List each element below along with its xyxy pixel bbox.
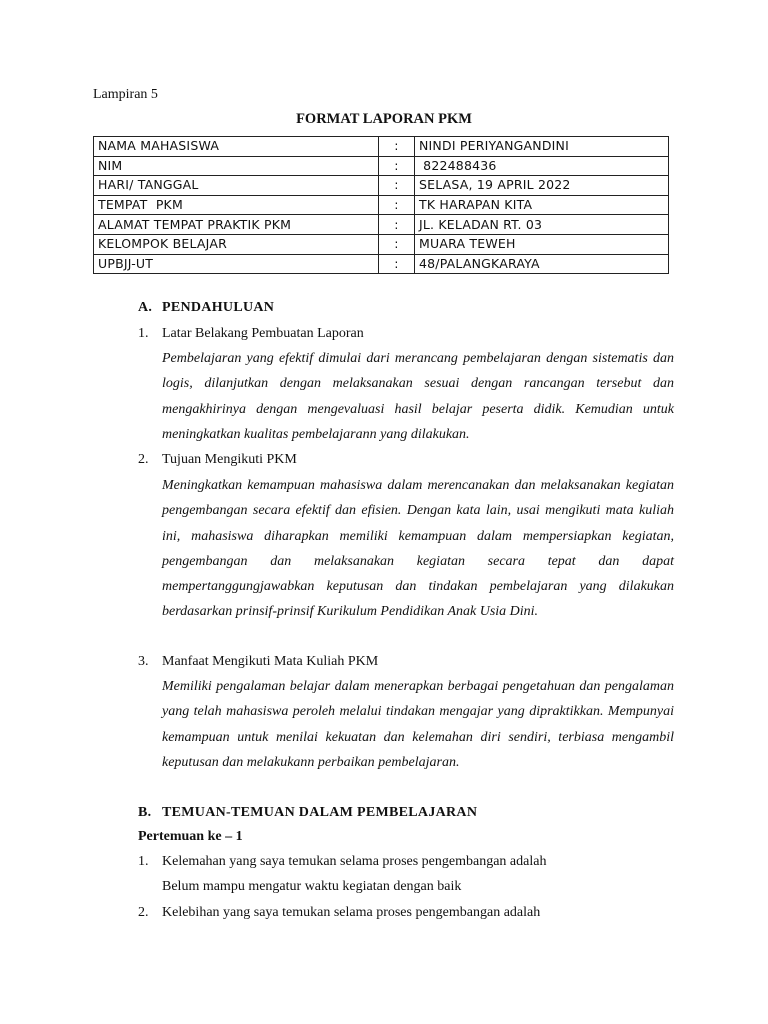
row-value: TK HARAPAN KITA — [415, 195, 669, 215]
subsection-body: Memiliki pengalaman belajar dalam menerapkan berbagai pengetahuan dan pengalaman yang telah mahasiswa peroleh melalui tindakan mengajar yang dipraktikkan. Mempunyai kemampuan untuk menilai kekuatan dan kelemahan diri sendiri, terbiasa mengambil keputusan dan melakukann perbaikan pembelajaran. — [162, 679, 674, 770]
section-b-title: TEMUAN-TEMUAN DALAM PEMBELAJARAN — [162, 805, 478, 820]
row-label: NAMA MAHASISWA — [94, 137, 379, 157]
row-value: NINDI PERIYANGANDINI — [415, 137, 669, 157]
finding-answer: Belum mampu mengatur waktu kegiatan dengan baik — [162, 879, 462, 894]
row-label: TEMPAT PKM — [94, 195, 379, 215]
row-value: JL. KELADAN RT. 03 — [415, 215, 669, 235]
subsection-title: Latar Belakang Pembuatan Laporan — [162, 326, 364, 341]
item-number: 3. — [138, 654, 149, 669]
meeting-label: Pertemuan ke – 1 — [138, 829, 243, 844]
item-number: 1. — [138, 326, 149, 341]
row-label: UPBJJ-UT — [94, 254, 379, 274]
subsection-body: Pembelajaran yang efektif dimulai dari merancang pembelajaran dengan sistematis dan logis, dilanjutkan dengan melaksanakan sesuai dengan rancangan tersebut dan mengakhirinya dengan mengevaluasi hasil belajar peserta didik. Kemudian untuk meningkatkan kualitas pembelajarann yang dilakukan. — [162, 351, 674, 442]
attachment-label: Lampiran 5 — [93, 87, 158, 102]
student-info-table — [93, 136, 669, 274]
row-value: SELASA, 19 APRIL 2022 — [415, 176, 669, 196]
table-row — [94, 195, 669, 215]
row-separator: : — [379, 254, 415, 274]
item-number: 2. — [138, 452, 149, 467]
row-separator: : — [379, 156, 415, 176]
subsection-title: Manfaat Mengikuti Mata Kuliah PKM — [162, 654, 379, 669]
table-row — [94, 254, 669, 274]
subsection-title: Tujuan Mengikuti PKM — [162, 452, 297, 467]
row-value: MUARA TEWEH — [415, 234, 669, 254]
section-a-title: PENDAHULUAN — [162, 300, 275, 315]
subsection-body: Meningkatkan kemampuan mahasiswa dalam merencanakan dan melaksanakan kegiatan pengembangan secara efektif dan efisien. Dengan kata lain, usai mengikuti mata kuliah ini, mahasiswa diharapkan memiliki kemampuan dalam mempersiapkan kegiatan, pengembangan dan melaksanakan kegiatan secara tepat dan dapat mempertanggungjawabkan keputusan dan tindakan pembelajaran yang dilakukan berdasarkan prinsif-prinsif Kurikulum Pendidikan Anak Usia Dini. — [162, 478, 674, 620]
row-label: KELOMPOK BELAJAR — [94, 234, 379, 254]
row-separator: : — [379, 176, 415, 196]
row-value: 48/PALANGKARAYA — [415, 254, 669, 274]
finding-question: Kelemahan yang saya temukan selama proses pengembangan adalah — [162, 854, 547, 869]
row-value: 822488436 — [415, 156, 669, 176]
table-row — [94, 156, 669, 176]
table-row — [94, 234, 669, 254]
row-label: ALAMAT TEMPAT PRAKTIK PKM — [94, 215, 379, 235]
item-number: 1. — [138, 854, 149, 869]
table-row — [94, 137, 669, 157]
section-a-letter: A. — [138, 300, 153, 315]
row-label: NIM — [94, 156, 379, 176]
row-label: HARI/ TANGGAL — [94, 176, 379, 196]
table-row — [94, 176, 669, 196]
page-title: FORMAT LAPORAN PKM — [296, 111, 472, 127]
row-separator: : — [379, 137, 415, 157]
table-row — [94, 215, 669, 235]
row-separator: : — [379, 215, 415, 235]
finding-question: Kelebihan yang saya temukan selama proses pengembangan adalah — [162, 905, 541, 920]
row-separator: : — [379, 195, 415, 215]
row-separator: : — [379, 234, 415, 254]
section-b-letter: B. — [138, 805, 152, 820]
item-number: 2. — [138, 905, 149, 920]
